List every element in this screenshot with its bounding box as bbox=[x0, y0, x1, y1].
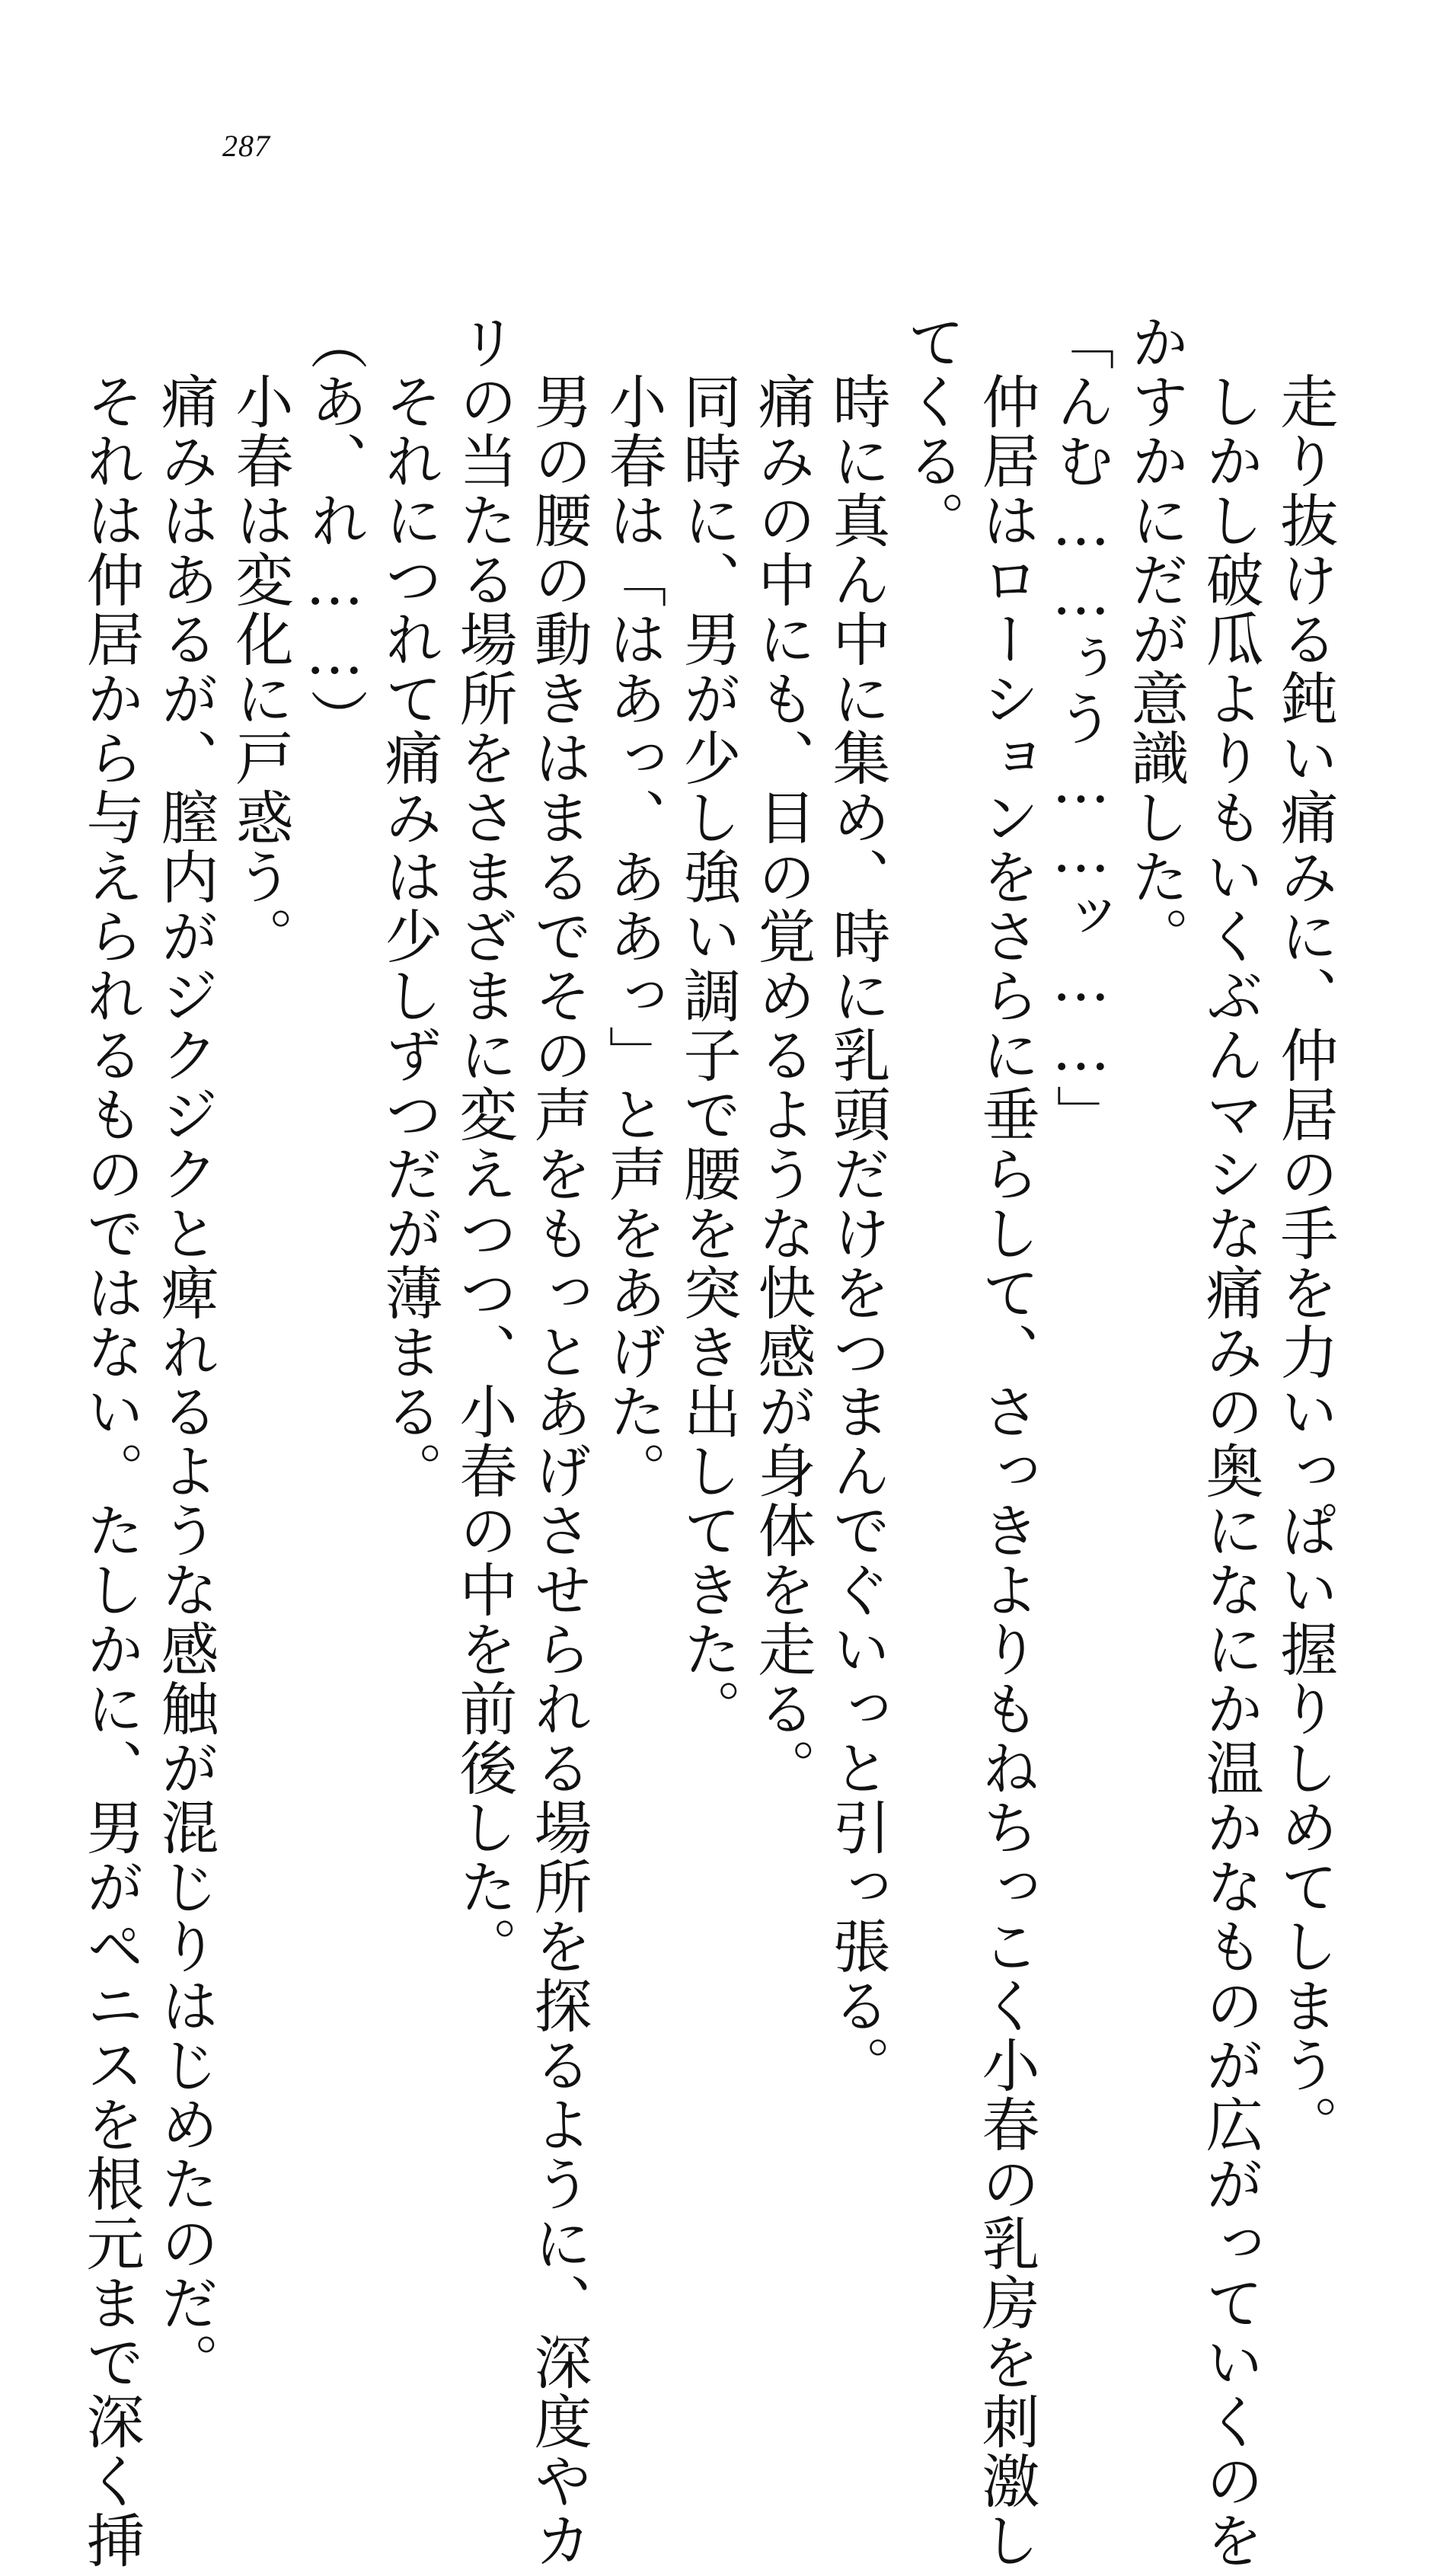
text-line: かすかにだが意識した。 bbox=[1122, 312, 1189, 966]
text-line: てくる。 bbox=[898, 312, 966, 550]
text-line: それは仲居から与えられるものではない。たしかに、男がペニスを根元まで深く挿 bbox=[77, 312, 145, 2570]
text-line: 時に真ん中に集め、時に乳頭だけをつまんでぐいっと引っ張る。 bbox=[823, 312, 891, 2095]
text-line: 男の腰の動きはまるでその声をもっとあげさせられる場所を探るように、深度やカ bbox=[525, 312, 592, 2570]
text-line: 痛みの中にも、目の覚めるような快感が身体を走る。 bbox=[749, 312, 816, 1798]
text-line: 「んむ……ぅう……ッ……」 bbox=[1047, 312, 1115, 1144]
text-line: 走り抜ける鈍い痛みに、仲居の手を力いっぱい握りしめてしまう。 bbox=[1271, 312, 1339, 2154]
text-line: 同時に、男が少し強い調子で腰を突き出してきた。 bbox=[674, 312, 742, 1738]
text-line: 小春は変化に戸惑う。 bbox=[226, 312, 294, 966]
page-number: 287 bbox=[222, 129, 270, 163]
text-line: （あ、れ……） bbox=[301, 312, 369, 748]
text-line: しかし破瓜よりもいくぶんマシな痛みの奥になにか温かなものが広がっていくのを bbox=[1196, 312, 1264, 2570]
text-line: 痛みはあるが、膣内がジクジクと痺れるような感触が混じりはじめたのだ。 bbox=[152, 312, 219, 2392]
text-line: リの当たる場所をさまざまに変えつつ、小春の中を前後した。 bbox=[450, 312, 518, 1976]
text-line: 小春は「はあっ、ああっ」と声をあげた。 bbox=[599, 312, 667, 1501]
text-line: 仲居はローションをさらに垂らして、さっきよりもねちっこく小春の乳房を刺激し bbox=[972, 312, 1040, 2570]
body-text bbox=[77, 312, 1342, 2570]
text-line: それにつれて痛みは少しずつだが薄まる。 bbox=[375, 312, 443, 1501]
